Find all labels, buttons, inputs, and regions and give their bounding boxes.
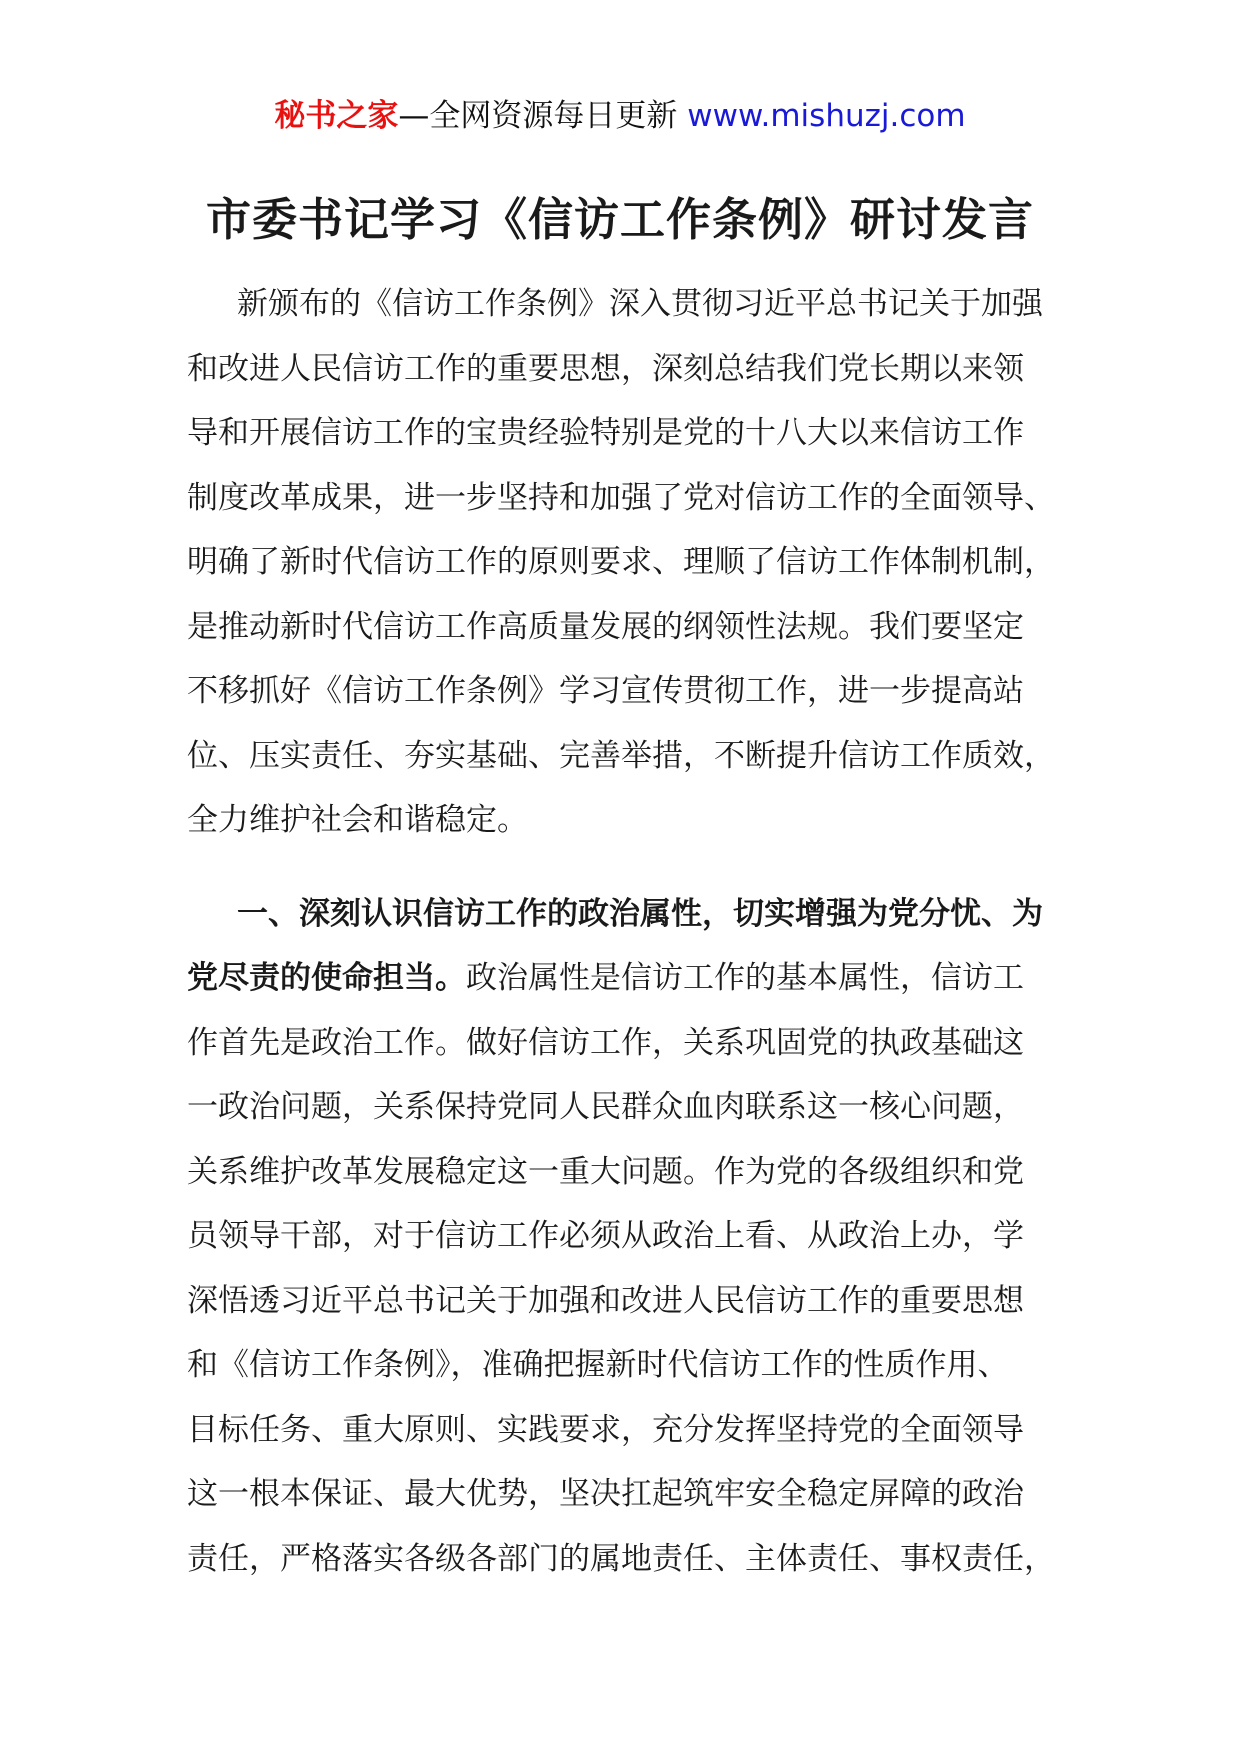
document-title: 市委书记学习《信访工作条例》研讨发言	[205, 193, 1034, 246]
paragraph-line: 一政治问题，关系保持党同人民群众血肉联系这一核心问题，	[187, 1089, 1024, 1125]
paragraph-line: 深悟透习近平总书记关于加强和改进人民信访工作的重要思想	[187, 1282, 1024, 1319]
paragraph-line: 是推动新时代信访工作高质量发展的纲领性法规。我们要坚定	[187, 608, 1024, 645]
document-body	[187, 272, 1077, 1591]
paragraph-line: 这一根本保证、最大优势，坚决扛起筑牢安全稳定屏障的政治	[187, 1476, 1024, 1512]
paragraph-line: 目标任务、重大原则、实践要求，充分发挥坚持党的全面领导	[187, 1411, 1024, 1448]
site-header	[0, 96, 1240, 136]
paragraph-line: 不移抓好《信访工作条例》学习宣传贯彻工作，进一步提高站	[187, 673, 1024, 709]
paragraph-line: 关系维护改革发展稳定这一重大问题。作为党的各级组织和党	[187, 1153, 1024, 1190]
paragraph-line: 全力维护社会和谐稳定。	[187, 802, 528, 838]
paragraph-line: 和改进人民信访工作的重要思想，深刻总结我们党长期以来领	[187, 350, 1024, 387]
section-one	[187, 882, 1077, 1592]
paragraph-line: 作首先是政治工作。做好信访工作，关系巩固党的执政基础这	[187, 1024, 1024, 1061]
site-url-link[interactable]: www.mishuzj.com	[687, 98, 966, 134]
paragraph-line: 责任，严格落实各级各部门的属地责任、主体责任、事权责任，	[187, 1540, 1055, 1577]
paragraph-line: 位、压实责任、夯实基础、完善举措，不断提升信访工作质效，	[187, 737, 1055, 774]
paragraph-line: 明确了新时代信访工作的原则要求、理顺了信访工作体制机制，	[187, 544, 1055, 580]
paragraph-line	[187, 946, 1077, 1011]
paragraph-line: 导和开展信访工作的宝贵经验特别是党的十八大以来信访工作	[187, 415, 1024, 451]
paragraph-line: 员领导干部，对于信访工作必须从政治上看、从政治上办，学	[187, 1218, 1024, 1254]
paragraph-line: 新颁布的《信访工作条例》深入贯彻习近平总书记关于加强	[237, 286, 1043, 322]
site-brand: 秘书之家	[274, 98, 399, 134]
intro-paragraph	[187, 272, 1077, 853]
section-heading: 一、深刻认识信访工作的政治属性，切实增强为党分忧、为	[237, 895, 1043, 932]
site-tagline: —全网资源每日更新	[398, 98, 678, 134]
paragraph-line: 和《信访工作条例》，准确把握新时代信访工作的性质作用、	[187, 1347, 1009, 1383]
paragraph-spacer	[187, 853, 1077, 882]
section-heading-end: 党尽责的使命担当。	[187, 960, 466, 996]
section-text: 政治属性是信访工作的基本属性，信访工	[466, 960, 1024, 996]
paragraph-line: 制度改革成果，进一步坚持和加强了党对信访工作的全面领导、	[187, 479, 1055, 516]
